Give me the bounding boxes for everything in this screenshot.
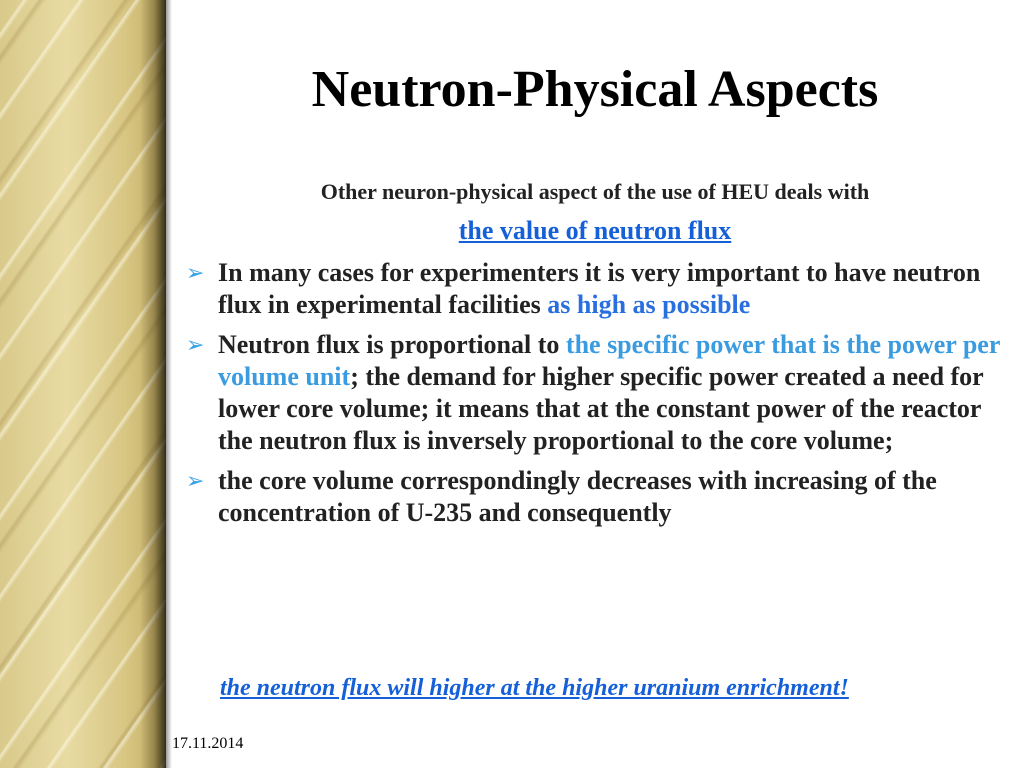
arrow-right-icon: ➢	[186, 261, 205, 286]
conclusion-text: the neutron flux will higher at the higher uranium enrichment!	[220, 675, 849, 701]
arrow-right-icon: ➢	[186, 333, 205, 358]
bullet-item	[186, 465, 1014, 529]
highlight-text: the value of neutron flux	[458, 216, 732, 245]
bullet-text: Neutron flux is proportional to	[218, 330, 566, 359]
bullet-text: the core volume correspondingly decreases with increasing of the concentration of U-235 and consequently	[218, 466, 937, 527]
arrow-right-icon: ➢	[186, 469, 205, 494]
bullet-text: In many cases for experimenters it is very important to have neutron flux in experimental facilities	[218, 258, 981, 319]
bullet-highlight: as high as possible	[547, 290, 751, 319]
slide-date: 17.11.2014	[172, 735, 244, 752]
bullet-list	[186, 257, 1014, 537]
bullet-text-continued: ; the demand for higher specific power created a need for lower core volume; it means that at the constant power of the reactor the neutron flux is inversely proportional to the core volume;	[218, 362, 984, 455]
bullet-item	[186, 257, 1014, 321]
column-edge	[166, 0, 172, 768]
bullet-item	[186, 329, 1014, 457]
slide-title: Neutron-Physical Aspects	[311, 61, 879, 118]
bullet-highlight: the specific power that is the power per volume unit	[218, 330, 1000, 391]
intro-text: Other neuron-physical aspect of the use of HEU deals with	[320, 179, 870, 204]
column-shadow	[140, 0, 168, 768]
